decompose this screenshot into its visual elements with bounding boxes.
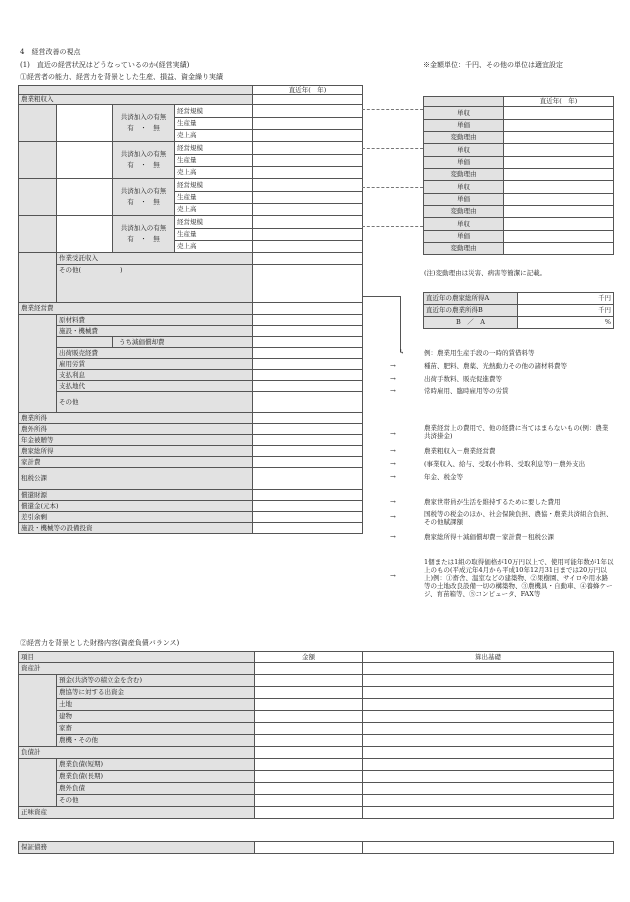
cell-input[interactable] — [504, 144, 614, 157]
cell-input[interactable] — [504, 243, 614, 255]
arrow-icon: → — [390, 460, 396, 468]
kyosai-choice: 有 ・ 無 — [127, 235, 160, 243]
crop-name-cell[interactable] — [57, 216, 113, 253]
note-nonfarm: (事業収入、給与、受取小作料、受取利息等)－農外支出 — [424, 460, 586, 468]
cell-input[interactable] — [253, 392, 363, 413]
label-sales: 売上高 — [175, 167, 253, 179]
label-change-reason: 変動理由 — [424, 243, 504, 255]
cell-input[interactable] — [253, 130, 363, 142]
cell-input[interactable] — [363, 747, 614, 759]
label-production: 生産量 — [175, 155, 253, 167]
cell-input[interactable] — [504, 181, 614, 194]
subsection-title: (1) 直近の経営状況はどうなっているのか(経営実績) — [20, 61, 190, 69]
connector-line — [362, 296, 400, 297]
cell-input[interactable] — [255, 783, 363, 795]
crop-name-cell[interactable] — [57, 105, 113, 142]
expense-depreciation: うち減価償却費 — [113, 337, 253, 348]
label-total-income-a: 直近年の農家総所得A — [424, 293, 518, 305]
dash-line — [362, 226, 423, 227]
kyosai-choice: 有 ・ 無 — [127, 161, 160, 169]
cell-input[interactable] — [255, 723, 363, 735]
arrow-icon: → — [390, 362, 396, 370]
cell-input[interactable] — [255, 807, 363, 819]
expense-labor: 雇用労賃 — [57, 359, 253, 370]
label-change-reason: 変動理由 — [424, 132, 504, 144]
cell-input[interactable] — [253, 265, 363, 303]
kyosai-label: 共済加入の有無 — [120, 187, 167, 195]
expense-interest: 支払利息 — [57, 370, 253, 381]
row-other-income: その他( ) — [57, 265, 253, 303]
cell-input[interactable] — [363, 699, 614, 711]
liability-short-term: 農業負債(短期) — [57, 759, 255, 771]
label-yield: 単収 — [424, 181, 504, 194]
note-other: 農業経営上の費用で、他の経費に当てはまらないもの(例：農業共済掛金) — [424, 424, 609, 440]
label-sales: 売上高 — [175, 130, 253, 142]
label-production: 生産量 — [175, 229, 253, 241]
cell-input[interactable] — [504, 218, 614, 231]
cell-input[interactable] — [255, 759, 363, 771]
arrow-icon: → — [390, 473, 396, 481]
cell-input[interactable] — [253, 303, 363, 315]
arrow-icon: → — [390, 498, 396, 506]
crop-name-cell[interactable] — [57, 179, 113, 216]
connector-line — [400, 296, 401, 352]
note-equipment: 種苗、肥料、農薬、光熱動力その他の諸材料費等 — [424, 362, 567, 370]
side-footnote: (注)変動理由は災害、病害等簡潔に記載。 — [424, 269, 547, 277]
guarantee-table — [18, 841, 614, 854]
arrow-icon: ↳ — [399, 348, 405, 356]
col-amount-header: 金額 — [255, 652, 363, 663]
dash-line — [362, 109, 423, 110]
cell-input[interactable] — [363, 735, 614, 747]
expense-equipment: 施設・機械費 — [57, 326, 253, 337]
label-yield: 単収 — [424, 107, 504, 120]
label-ratio: B ／ A — [424, 317, 518, 329]
cell-input[interactable] — [253, 435, 363, 446]
row-assets-total: 資産計 — [19, 663, 255, 675]
note-pension: 年金、税金等 — [424, 473, 463, 481]
income-ratio-table — [423, 292, 614, 329]
cell-input[interactable] — [253, 315, 363, 326]
row-liabilities-total: 負債計 — [19, 747, 255, 759]
cell-input[interactable] — [253, 381, 363, 392]
cell-input[interactable] — [363, 711, 614, 723]
cell-input[interactable] — [255, 735, 363, 747]
note-farm-income: 農業粗収入－農業経営費 — [424, 447, 496, 455]
main-year-header: 直近年( 年) — [253, 86, 363, 95]
row-contract-income: 作業受託収入 — [57, 253, 253, 265]
arrow-icon: → — [390, 430, 396, 438]
cell-input[interactable] — [504, 120, 614, 132]
arrow-icon: → — [390, 387, 396, 395]
main-results-table — [18, 85, 363, 534]
cell-input[interactable] — [253, 501, 363, 512]
unit-note: ※金額単位：千円、その他の単位は適宜設定 — [423, 61, 563, 69]
cell-input[interactable] — [504, 132, 614, 144]
label-yield: 単収 — [424, 144, 504, 157]
label-scale: 経営規模 — [175, 142, 253, 155]
arrow-icon: → — [390, 533, 396, 541]
cell-input[interactable] — [363, 842, 614, 854]
kyosai-label: 共済加入の有無 — [120, 224, 167, 232]
part1-title: ①経営者の能力、経営力を背景とした生産、損益、資金繰り実績 — [20, 73, 223, 81]
expense-materials: 原材料費 — [57, 315, 253, 326]
note-materials: 例：農業用生産手段の一時的賃借料等 — [424, 349, 535, 357]
dash-line — [362, 187, 423, 188]
cell-input[interactable] — [253, 370, 363, 381]
dash-line — [362, 148, 423, 149]
arrow-icon: → — [390, 513, 396, 521]
cell-input[interactable] — [255, 699, 363, 711]
cell-input[interactable] — [253, 192, 363, 204]
row-capital-investment: 施設・機械等の設備投資 — [19, 523, 253, 534]
asset-buildings: 建物 — [57, 711, 255, 723]
unit-percent[interactable]: % — [518, 317, 614, 329]
cell-input[interactable] — [504, 157, 614, 169]
cell-input[interactable] — [253, 241, 363, 253]
cell-input[interactable] — [363, 687, 614, 699]
cell-input[interactable] — [253, 490, 363, 501]
unit-yen-a[interactable]: 千円 — [518, 293, 614, 305]
cell-input[interactable] — [253, 155, 363, 167]
cell-input[interactable] — [253, 105, 363, 118]
cell-input[interactable] — [253, 253, 363, 265]
label-change-reason: 変動理由 — [424, 169, 504, 181]
arrow-icon: → — [390, 375, 396, 383]
label-farm-income-b: 直近年の農業所得B — [424, 305, 518, 317]
liability-other: その他 — [57, 795, 255, 807]
col-basis-header: 算出基礎 — [363, 652, 614, 663]
asset-land: 土地 — [57, 699, 255, 711]
kyosai-choice: 有 ・ 無 — [127, 124, 160, 132]
label-scale: 経営規模 — [175, 179, 253, 192]
cell-input[interactable] — [363, 807, 614, 819]
liability-nonfarm: 農外負債 — [57, 783, 255, 795]
label-production: 生産量 — [175, 118, 253, 130]
cell-input[interactable] — [253, 118, 363, 130]
cell-input[interactable] — [253, 204, 363, 216]
arrow-icon: → — [390, 447, 396, 455]
cell-input[interactable] — [253, 229, 363, 241]
cell-input[interactable] — [253, 348, 363, 359]
col-item-header: 項目 — [19, 652, 255, 663]
note-shipping: 出荷手数料、販売促進費等 — [424, 375, 502, 383]
label-scale: 経営規模 — [175, 216, 253, 229]
cell-input[interactable] — [253, 424, 363, 435]
row-gross-income: 農業粗収入 — [19, 95, 253, 105]
balance-sheet-table — [18, 651, 614, 819]
arrow-icon: → — [390, 572, 396, 580]
row-taxes: 租税公課 — [19, 468, 253, 490]
cell-input[interactable] — [253, 457, 363, 468]
note-investment: 1個または1組の取得価格が10万円以上で、使用可能年数が1年以上のもの(平成元年4月から平成10年12月31日までは20万円以上)例：①畜舎、温室などの建築物、②果樹園、サイロや用水路等の土地改良設備一切の構築物、③農機具・自動車、④養蜂ケージ、育苗箱等、⑤コンピュータ、FAX等 — [424, 558, 614, 598]
row-farm-income: 農業所得 — [19, 413, 253, 424]
cell-input[interactable] — [255, 663, 363, 675]
row-repayment-source: 償還財源 — [19, 490, 253, 501]
cell-input[interactable] — [253, 446, 363, 457]
row-net-assets: 正味資産 — [19, 807, 255, 819]
cell-input[interactable] — [363, 723, 614, 735]
row-guarantee: 保証債務 — [19, 842, 255, 854]
cell-input[interactable] — [253, 523, 363, 534]
cell-input[interactable] — [363, 663, 614, 675]
cell-input[interactable] — [253, 413, 363, 424]
label-sales: 売上高 — [175, 204, 253, 216]
note-living: 農家世帯員が生活を維持するために要した費用 — [424, 498, 561, 506]
cell-input[interactable] — [253, 167, 363, 179]
cell-input[interactable] — [255, 842, 363, 854]
label-production: 生産量 — [175, 192, 253, 204]
note-labor: 常時雇用、臨時雇用等の労賃 — [424, 387, 509, 395]
cell-input[interactable] — [253, 179, 363, 192]
expense-other: その他 — [57, 392, 253, 413]
unit-yen-b[interactable]: 千円 — [518, 305, 614, 317]
section-title: 4 経営改善の視点 — [20, 48, 81, 56]
cell-input[interactable] — [255, 771, 363, 783]
row-nonfarm-income: 農外所得 — [19, 424, 253, 435]
row-expenses: 農業経営費 — [19, 303, 253, 315]
cell-input[interactable] — [363, 795, 614, 807]
cell-input[interactable] — [253, 142, 363, 155]
label-sales: 売上高 — [175, 241, 253, 253]
cell-input[interactable] — [253, 512, 363, 523]
cell-input[interactable] — [363, 783, 614, 795]
expense-shipping: 出荷販売経費 — [57, 348, 253, 359]
kyosai-label: 共済加入の有無 — [120, 113, 167, 121]
label-unit-price: 単価 — [424, 157, 504, 169]
cell-input[interactable] — [363, 675, 614, 687]
cell-input[interactable] — [504, 169, 614, 181]
cell-input[interactable] — [255, 747, 363, 759]
row-principal: 償還金(元本) — [19, 501, 253, 512]
row-pension: 年金被贈等 — [19, 435, 253, 446]
cell-input[interactable] — [253, 326, 363, 337]
note-tax: 国税等の税金のほか、社会保険負担、農協・農業共済組合負担、その他賦課額 — [424, 510, 613, 526]
label-yield: 単収 — [424, 218, 504, 231]
expense-rent: 支払地代 — [57, 381, 253, 392]
side-year-header: 直近年( 年) — [504, 97, 614, 107]
label-unit-price: 単価 — [424, 120, 504, 132]
label-unit-price: 単価 — [424, 231, 504, 243]
cell-input[interactable] — [255, 711, 363, 723]
row-surplus: 差引余剰 — [19, 512, 253, 523]
asset-livestock: 家畜 — [57, 723, 255, 735]
kyosai-label: 共済加入の有無 — [120, 150, 167, 158]
note-repayment: 農家総所得＋減価償却費－家計費－租税公課 — [424, 533, 554, 541]
row-total-income: 農家総所得 — [19, 446, 253, 457]
cell-input[interactable] — [504, 206, 614, 218]
cell-input[interactable] — [255, 675, 363, 687]
label-change-reason: 変動理由 — [424, 206, 504, 218]
cell-input[interactable] — [504, 107, 614, 120]
asset-machinery: 農機・その他 — [57, 735, 255, 747]
yield-price-table — [423, 96, 614, 255]
asset-deposits: 預金(共済等の積立金を含む) — [57, 675, 255, 687]
cell-input[interactable] — [253, 468, 363, 490]
cell-input[interactable] — [363, 759, 614, 771]
label-unit-price: 単価 — [424, 194, 504, 206]
cell-input[interactable] — [253, 216, 363, 229]
kyosai-choice: 有 ・ 無 — [127, 198, 160, 206]
cell-input[interactable] — [253, 337, 363, 348]
cell-input[interactable] — [255, 687, 363, 699]
liability-long-term: 農業負債(長期) — [57, 771, 255, 783]
row-living-expenses: 家計費 — [19, 457, 253, 468]
crop-name-cell[interactable] — [57, 142, 113, 179]
cell-input[interactable] — [504, 194, 614, 206]
cell-input[interactable] — [253, 359, 363, 370]
part2-title: ②経営力を背景とした財務内容(資産負債バランス) — [20, 639, 180, 647]
cell-input[interactable] — [255, 795, 363, 807]
cell-input[interactable] — [253, 95, 363, 105]
asset-investment: 農協等に対する出資金 — [57, 687, 255, 699]
cell-input[interactable] — [504, 231, 614, 243]
cell-input[interactable] — [363, 771, 614, 783]
label-scale: 経営規模 — [175, 105, 253, 118]
